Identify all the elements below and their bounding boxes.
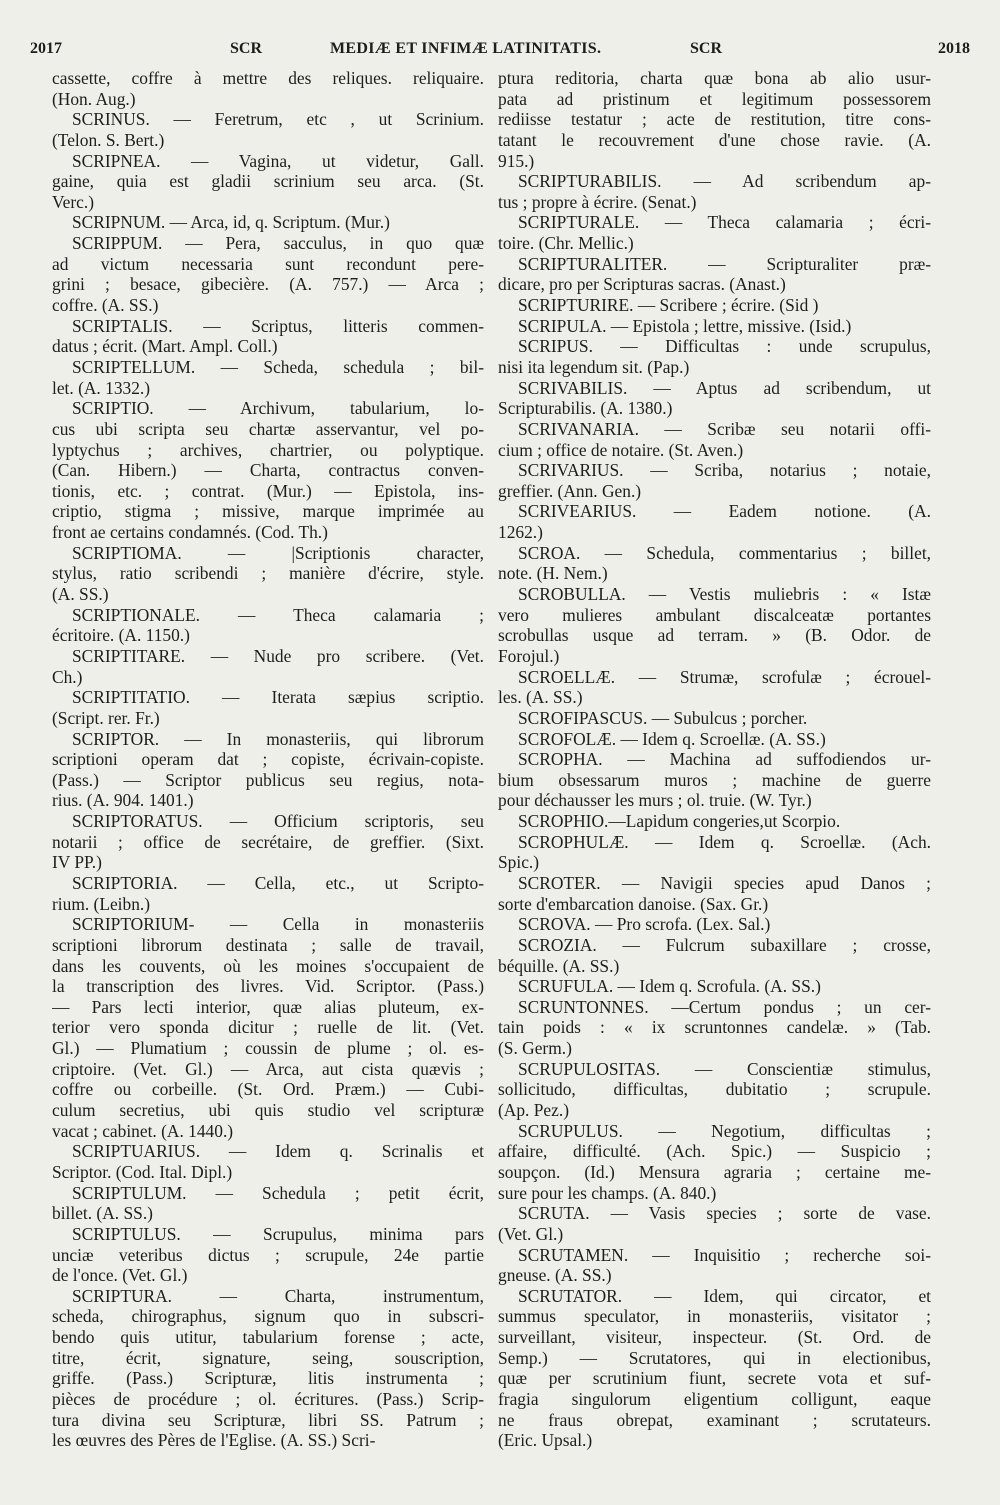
text-line: Spic.) — [498, 852, 540, 873]
text-line: pièces de procédure ; ol. écritures. (Pass.) Scrip- — [52, 1389, 484, 1409]
text-line: (Vet. Gl.) — [498, 1223, 564, 1244]
text-line: dicare, pro per Scripturas sacras. (Anast.) — [498, 274, 786, 295]
text-line: summus speculator, in monasteriis, visitator ; — [498, 1306, 931, 1327]
text-line: SCRIPTELLUM. — Scheda, schedula ; bil- — [72, 356, 484, 377]
text-line: let. (A. 1332.) — [52, 377, 151, 398]
text-line: (S. Germ.) — [498, 1038, 572, 1059]
text-line: SCRIPTIOMA. — |Scriptionis character, — [72, 542, 484, 563]
text-line: front ae certains condamnés. (Cod. Th.) — [52, 522, 328, 543]
text-line: rediisse testatur ; acte de restitution, titre cons- — [498, 109, 931, 130]
text-line: SCRIPTURALITER. — Scripturaliter præ- — [518, 253, 931, 274]
left-text-column — [52, 68, 484, 1451]
text-line: SCROPHA. — Machina ad suffodiendos ur- — [518, 749, 931, 770]
text-line: (Can. Hibern.) — Charta, contractus conven- — [52, 460, 484, 481]
text-line: scriptioni operam dat ; copiste, écrivain-copiste. — [52, 749, 484, 770]
text-line: écritoire. (A. 1150.) — [52, 625, 190, 646]
text-line: SCRINUS. — Feretrum, etc , ut Scrinium. — [72, 109, 484, 130]
text-line: terior vero sponda dicitur ; ruelle de lit. (Vet. — [52, 1017, 484, 1038]
text-line: dans les couvents, où les moines s'occupaient de — [52, 955, 484, 976]
text-line: les. (A. SS.) — [498, 687, 583, 708]
text-line: 1262.) — [498, 522, 543, 543]
text-line: SCRIPUS. — Difficultas : unde scrupulus, — [518, 336, 931, 357]
text-line: SCRIVARIUS. — Scriba, notarius ; notaie, — [518, 460, 931, 481]
text-line: (A. SS.) — [52, 584, 109, 605]
text-line: SCROPHIO.—Lapidum congeries,ut Scorpio. — [518, 811, 841, 832]
text-line: SCROTER. — Navigii species apud Danos ; — [518, 872, 931, 893]
text-line: SCRIPTORIA. — Cella, etc., ut Scripto- — [72, 872, 484, 893]
text-line: SCRIPTURIRE. — Scribere ; écrire. (Sid ) — [518, 295, 819, 316]
text-line: SCRIPULA. — Epistola ; lettre, missive. (Isid.) — [518, 315, 852, 336]
text-line: Gl.) — Plumatium ; coussin de plume ; ol. es- — [52, 1038, 484, 1059]
text-line: tain poids : « ix scruntonnes candelæ. » (Tab. — [498, 1017, 931, 1038]
right-text-column — [498, 68, 931, 1451]
text-line: bium obsessarum muros ; machine de guerre — [498, 769, 931, 790]
text-line: SCRIPTURA. — Charta, instrumentum, — [72, 1285, 484, 1306]
text-line: nisi ita legendum sit. (Pap.) — [498, 356, 690, 377]
text-line: Scriptor. (Cod. Ital. Dipl.) — [52, 1161, 233, 1182]
text-line: tura divina seu Scripturæ, libri SS. Patrum ; — [52, 1409, 484, 1430]
text-line: SCRIPTIONALE. — Theca calamaria ; — [72, 604, 484, 625]
text-line: SCRIPTOR. — In monasteriis, qui librorum — [72, 728, 484, 749]
text-line: SCROVA. — Pro scrofa. (Lex. Sal.) — [518, 914, 771, 935]
text-line: rium. (Leibn.) — [52, 893, 151, 914]
text-line: SCRIPNUM. — Arca, id, q. Scriptum. (Mur.) — [72, 212, 390, 233]
text-line: culum secretius, ubi quis studio vel scripturæ — [52, 1100, 484, 1121]
text-line: SCRIPTALIS. — Scriptus, litteris commen- — [72, 315, 484, 336]
text-line: affaire, difficulté. (Ach. Spic.) — Suspicio ; — [498, 1141, 931, 1162]
text-line: tionis, etc. ; contrat. (Mur.) — Epistola, ins- — [52, 480, 484, 501]
text-line: SCRIPTUARIUS. — Idem q. Scrinalis et — [72, 1141, 484, 1162]
text-line: criptio, stigma ; missive, marque imprimée au — [52, 501, 484, 522]
text-line: SCRUTAMEN. — Inquisitio ; recherche soi- — [518, 1244, 931, 1265]
text-line: fragia singulorum eligentium colligunt, eaque — [498, 1389, 931, 1409]
text-line: toire. (Chr. Mellic.) — [498, 233, 634, 254]
text-line: bendo quis utitur, tabularium forense ; acte, — [52, 1327, 484, 1348]
text-line: SCRIPPUM. — Pera, sacculus, in quo quæ — [72, 233, 484, 254]
text-line: de l'once. (Vet. Gl.) — [52, 1265, 188, 1286]
text-line: unciæ veteribus dictus ; scrupule, 24e partie — [52, 1244, 484, 1265]
text-line: SCRIPTURABILIS. — Ad scribendum ap- — [518, 171, 931, 192]
text-line: SCRIPTITATIO. — Iterata sæpius scriptio. — [72, 687, 484, 708]
text-line: pour déchausser les murs ; ol. truie. (W. Tyr.) — [498, 790, 812, 811]
text-line: vacat ; cabinet. (A. 1440.) — [52, 1120, 234, 1141]
text-line: criptoire. (Vet. Gl.) — Arca, aut cista quævis ; — [52, 1058, 484, 1079]
text-line: Ch.) — [52, 666, 83, 687]
text-line: SCRIPTORATUS. — Officium scriptoris, seu — [72, 811, 484, 832]
text-line: SCRIVABILIS. — Aptus ad scribendum, ut — [518, 377, 931, 398]
text-line: SCROA. — Schedula, commentarius ; billet, — [518, 542, 931, 563]
text-line: gneuse. (A. SS.) — [498, 1265, 612, 1286]
text-line: SCROELLÆ. — Strumæ, scrofulæ ; écrouel- — [518, 666, 931, 687]
text-line: vero mulieres ambulant discalceatæ portantes — [498, 604, 931, 625]
text-line: la transcription des livres. Vid. Scriptor. (Pass.) — [52, 976, 484, 997]
text-line: lyptychus ; archives, chartrier, ou polyptique. — [52, 439, 484, 460]
text-line: rius. (A. 904. 1401.) — [52, 790, 194, 811]
text-line: SCRUTA. — Vasis species ; sorte de vase. — [518, 1203, 931, 1224]
text-line: SCRIVEARIUS. — Eadem notione. (A. — [518, 501, 931, 522]
text-line: scrobullas usque ad terram. » (B. Odor. de — [498, 625, 931, 646]
text-line: greffier. (Ann. Gen.) — [498, 480, 642, 501]
text-line: stylus, ratio scribendi ; manière d'écrire, style. — [52, 563, 484, 584]
text-line: note. (H. Nem.) — [498, 563, 608, 584]
text-line: cus ubi scripta seu chartæ asservantur, vel po- — [52, 418, 484, 439]
text-line: SCRUNTONNES. —Certum pondus ; un cer- — [518, 996, 931, 1017]
text-line: surveillant, visiteur, inspecteur. (St. Ord. de — [498, 1327, 931, 1348]
text-line: coffre. (A. SS.) — [52, 295, 159, 316]
text-line: soupçon. (Id.) Mensura agraria ; certaine me- — [498, 1161, 931, 1182]
left-page-number: 2017 — [30, 40, 62, 57]
left-guide-word: SCR — [230, 40, 263, 57]
text-line: SCRUFULA. — Idem q. Scrofula. (A. SS.) — [518, 976, 821, 997]
text-line: gaine, quia est gladii scrinium seu arca. (St. — [52, 171, 484, 192]
text-line: SCRIPTIO. — Archivum, tabularium, lo- — [72, 398, 484, 419]
running-title: MEDIÆ ET INFIMÆ LATINITATIS. — [330, 40, 602, 57]
text-line: (Ap. Pez.) — [498, 1100, 569, 1121]
text-line: datus ; écrit. (Mart. Ampl. Coll.) — [52, 336, 278, 357]
text-line: Forojul.) — [498, 645, 560, 666]
text-line: (Script. rer. Fr.) — [52, 707, 160, 728]
text-line: billet. (A. SS.) — [52, 1203, 153, 1224]
text-line: SCROFOLÆ. — Idem q. Scroellæ. (A. SS.) — [518, 728, 826, 749]
text-line: notarii ; office de secrétaire, de greffier. (Sixt. — [52, 831, 484, 852]
text-line: SCRIPTITARE. — Nude pro scribere. (Vet. — [72, 645, 484, 666]
text-line: SCROPHULÆ. — Idem q. Scroellæ. (Ach. — [518, 831, 931, 852]
text-line: quæ per scrutinium fiunt, secrete vota et suf- — [498, 1368, 931, 1389]
text-line: les œuvres des Pères de l'Eglise. (A. SS.) Scri- — [52, 1430, 376, 1451]
text-line: sollicitudo, difficultas, dubitatio ; scrupule. — [498, 1079, 931, 1100]
text-line: SCRIPNEA. — Vagina, ut videtur, Gall. — [72, 150, 484, 171]
text-line: cium ; office de notaire. (St. Aven.) — [498, 439, 744, 460]
text-line: (Telon. S. Bert.) — [52, 129, 165, 150]
text-line: ad victum necessaria sunt recondunt pere- — [52, 253, 484, 274]
text-line: SCRIPTULUS. — Scrupulus, minima pars — [72, 1223, 484, 1244]
text-line: SCRUTATOR. — Idem, qui circator, et — [518, 1285, 931, 1306]
text-line: griffe. (Pass.) Scripturæ, litis instrumenta ; — [52, 1368, 484, 1389]
text-line: tatant le recouvrement d'une chose ravie. (A. — [498, 129, 931, 150]
text-line: Verc.) — [52, 191, 94, 212]
right-page-number: 2018 — [938, 40, 970, 57]
text-line: SCRIVANARIA. — Scribæ seu notarii offi- — [518, 418, 931, 439]
text-line: (Hon. Aug.) — [52, 88, 136, 109]
text-line: coffre ou corbeille. (St. Ord. Præm.) — Cubi- — [52, 1079, 484, 1100]
text-line: béquille. (A. SS.) — [498, 955, 620, 976]
text-line: SCRUPULOSITAS. — Conscientiæ stimulus, — [518, 1058, 931, 1079]
text-line: pata ad pristinum et legitimum possessorem — [498, 88, 931, 109]
text-line: SCRIPTORIUM- — Cella in monasteriis — [72, 914, 484, 935]
text-line: scheda, chirographus, signum quo in subscri- — [52, 1306, 484, 1327]
text-line: SCROBULLA. — Vestis muliebris : « Istæ — [518, 584, 931, 605]
text-line: cassette, coffre à mettre des reliques. reliquaire. — [52, 68, 484, 88]
text-line: (Pass.) — Scriptor publicus seu regius, nota- — [52, 769, 484, 790]
text-line: IV PP.) — [52, 852, 102, 873]
text-line: SCRUPULUS. — Negotium, difficultas ; — [518, 1120, 931, 1141]
text-line: SCROFIPASCUS. — Subulcus ; porcher. — [518, 707, 808, 728]
text-line: titre, écrit, signature, seing, souscription, — [52, 1347, 484, 1368]
right-guide-word: SCR — [690, 40, 723, 57]
text-line: SCROZIA. — Fulcrum subaxillare ; crosse, — [518, 934, 931, 955]
text-line: SCRIPTULUM. — Schedula ; petit écrit, — [72, 1182, 484, 1203]
text-line: 915.) — [498, 150, 535, 171]
text-line: (Eric. Upsal.) — [498, 1430, 593, 1451]
running-header — [30, 40, 970, 64]
text-line: grini ; besace, gibecière. (A. 757.) — Arca ; — [52, 274, 484, 295]
text-line: scriptioni librorum destinata ; salle de travail, — [52, 934, 484, 955]
text-line: Semp.) — Scrutatores, qui in electionibus, — [498, 1347, 931, 1368]
text-line: tus ; propre à écrire. (Senat.) — [498, 191, 697, 212]
text-line: sorte d'embarcation danoise. (Sax. Gr.) — [498, 893, 769, 914]
text-line: SCRIPTURALE. — Theca calamaria ; écri- — [518, 212, 931, 233]
text-line: Scripturabilis. (A. 1380.) — [498, 398, 673, 419]
text-line: sure pour les champs. (A. 840.) — [498, 1182, 717, 1203]
text-line: — Pars lecti interior, quæ alias pluteum, ex- — [52, 996, 484, 1017]
text-line: ptura reditoria, charta quæ bona ab alio usur- — [498, 68, 931, 88]
text-line: ne fraus obrepat, examinant ; scrutateurs. — [498, 1409, 931, 1430]
